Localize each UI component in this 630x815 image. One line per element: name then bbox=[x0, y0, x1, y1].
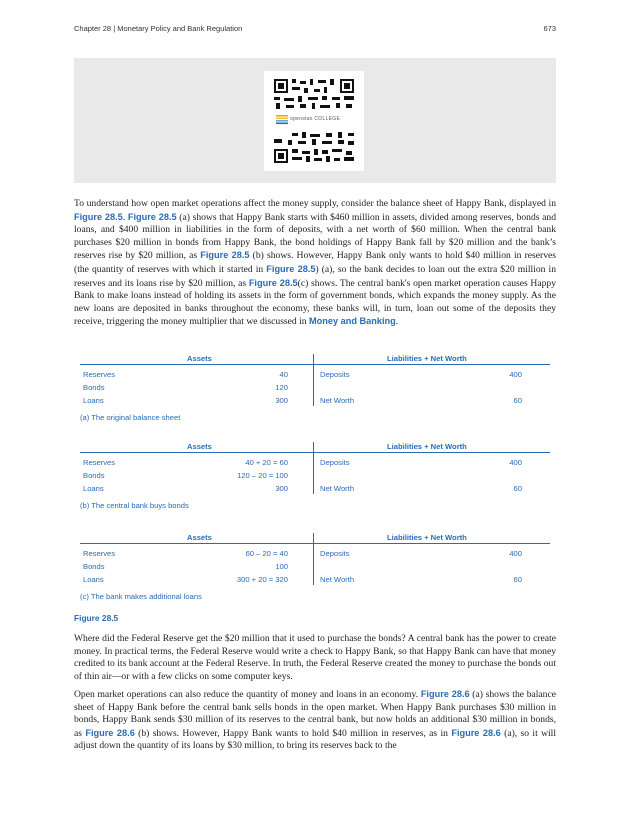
qr-code[interactable] bbox=[264, 71, 364, 171]
header-rule bbox=[80, 543, 550, 544]
paragraph-1: To understand how open market operations affect the money supply, consider the balance sheet of Happy Bank, displayed in Figure 28.5. Figure 28.5 (a) shows that Happy Bank starts with $460 million in assets, divided among reserves, bonds and loans, and $400 million in liabilities in the form of deposits, with a net worth of $60 million. When the central bank purchases $20 million in bonds from Happy Bank, the bond holdings of Happy Bank fall by $20 million and the bank’s reserves rise by $20 million, as Figure 28.5 (b) shows. However, Happy Bank only wants to hold $40 million in reserves (the quantity of reserves with which it started in Figure 28.5) (a), so the bank decides to loan out the extra $20 million in reserves and its loans rise by $20 million, as Figure 28.5(c) shows. The central bank's open market operation causes Happy Bank to make loans instead of holding its assets in the form of government bonds, which expands the money supply. As the new loans are deposited in banks throughout the economy, these banks will, in turn, loan out some of the deposits they receive, triggering the money multiplier that we discussed in Money and Banking. bbox=[74, 198, 557, 328]
page-number: 673 bbox=[543, 24, 556, 33]
liabilities-header: Liabilities + Net Worth bbox=[387, 533, 467, 542]
assets-header: Assets bbox=[187, 442, 212, 451]
liability-label: Deposits bbox=[320, 370, 350, 379]
column-divider bbox=[313, 442, 314, 494]
money-and-banking-link[interactable]: Money and Banking bbox=[308, 316, 396, 327]
paragraph-3: Open market operations can also reduce the quantity of money and loans in an economy. Figure 28.6 (a) shows the balance sheet of Happy Bank before the central bank sells bonds in the open market. When Happy Bank purchases $30 million in bonds, Happy Bank sends $30 million of its reserves to the central bank, but now holds an additional $30 million in bonds, as Figure 28.6 (b) shows. However, Happy Bank wants to hold $40 million in reserves, as in Figure 28.6 (a), so it will adjust down the quantity of its loans by $30 million, to bring its reserves back to the bbox=[74, 689, 557, 752]
row-value: 300 + 20 = 320 bbox=[236, 575, 288, 584]
chapter-title: Chapter 28 | Monetary Policy and Bank Regulation bbox=[74, 24, 243, 33]
row-value: 120 bbox=[275, 383, 288, 392]
row-label: Bonds bbox=[83, 562, 105, 571]
liability-value: 400 bbox=[509, 458, 522, 467]
figure-link[interactable]: Figure 28.6 bbox=[420, 689, 470, 699]
figure-label: Figure 28.5 bbox=[74, 613, 119, 623]
figure-link[interactable]: Figure 28.6 bbox=[85, 727, 135, 738]
liability-label: Deposits bbox=[320, 458, 350, 467]
table-caption: (c) The bank makes additional loans bbox=[80, 592, 202, 601]
row-label: Reserves bbox=[83, 549, 116, 558]
figure-link[interactable]: Figure 28.5 bbox=[266, 263, 316, 274]
liability-value: 60 bbox=[513, 396, 522, 405]
liability-label: Deposits bbox=[320, 549, 350, 558]
row-label: Loans bbox=[83, 484, 104, 493]
liability-label: Net Worth bbox=[320, 396, 355, 405]
page-header bbox=[74, 24, 556, 33]
figure-link[interactable]: Figure 28.5 bbox=[248, 277, 298, 288]
row-label: Loans bbox=[83, 575, 104, 584]
row-label: Reserves bbox=[83, 458, 116, 467]
assets-header: Assets bbox=[187, 533, 212, 542]
liability-value: 400 bbox=[509, 549, 522, 558]
figure-link[interactable]: Figure 28.5 bbox=[200, 250, 250, 261]
assets-header: Assets bbox=[187, 354, 212, 363]
header-rule bbox=[80, 452, 550, 453]
table-caption: (a) The original balance sheet bbox=[80, 413, 181, 422]
row-label: Loans bbox=[83, 396, 104, 405]
liability-value: 400 bbox=[509, 370, 522, 379]
paragraph-2: Where did the Federal Reserve get the $20 million that it used to purchase the bonds? A central bank has the power to create money. In practical terms, the Federal Reserve would write a check to Happy Bank, so that Happy Bank can have that money credited to its bank account at the Federal Reserve. In truth, the Federal Reserve created the money to purchase the bonds out of thin air—or with a few clicks on some computer keys. bbox=[74, 633, 556, 682]
column-divider bbox=[313, 354, 314, 406]
liability-value: 60 bbox=[513, 484, 522, 493]
row-label: Bonds bbox=[83, 471, 105, 480]
header-rule bbox=[80, 364, 550, 365]
liability-value: 60 bbox=[513, 575, 522, 584]
row-value: 60 – 20 = 40 bbox=[245, 549, 288, 558]
column-divider bbox=[313, 533, 314, 585]
row-value: 40 bbox=[279, 370, 288, 379]
figure-link[interactable]: Figure 28.6 bbox=[451, 727, 501, 738]
row-label: Reserves bbox=[83, 370, 116, 379]
figure-link[interactable]: Figure 28.5 bbox=[127, 211, 177, 222]
liabilities-header: Liabilities + Net Worth bbox=[387, 442, 467, 451]
row-value: 120 – 20 = 100 bbox=[237, 471, 288, 480]
row-value: 300 bbox=[275, 396, 288, 405]
figure-link[interactable]: Figure 28.5 bbox=[74, 211, 123, 222]
liability-label: Net Worth bbox=[320, 575, 355, 584]
row-label: Bonds bbox=[83, 383, 105, 392]
openstax-logo-text: openstax COLLEGE bbox=[290, 116, 341, 122]
liabilities-header: Liabilities + Net Worth bbox=[387, 354, 467, 363]
table-caption: (b) The central bank buys bonds bbox=[80, 501, 189, 510]
row-value: 40 + 20 = 60 bbox=[245, 458, 288, 467]
row-value: 100 bbox=[275, 562, 288, 571]
row-value: 300 bbox=[275, 484, 288, 493]
liability-label: Net Worth bbox=[320, 484, 355, 493]
